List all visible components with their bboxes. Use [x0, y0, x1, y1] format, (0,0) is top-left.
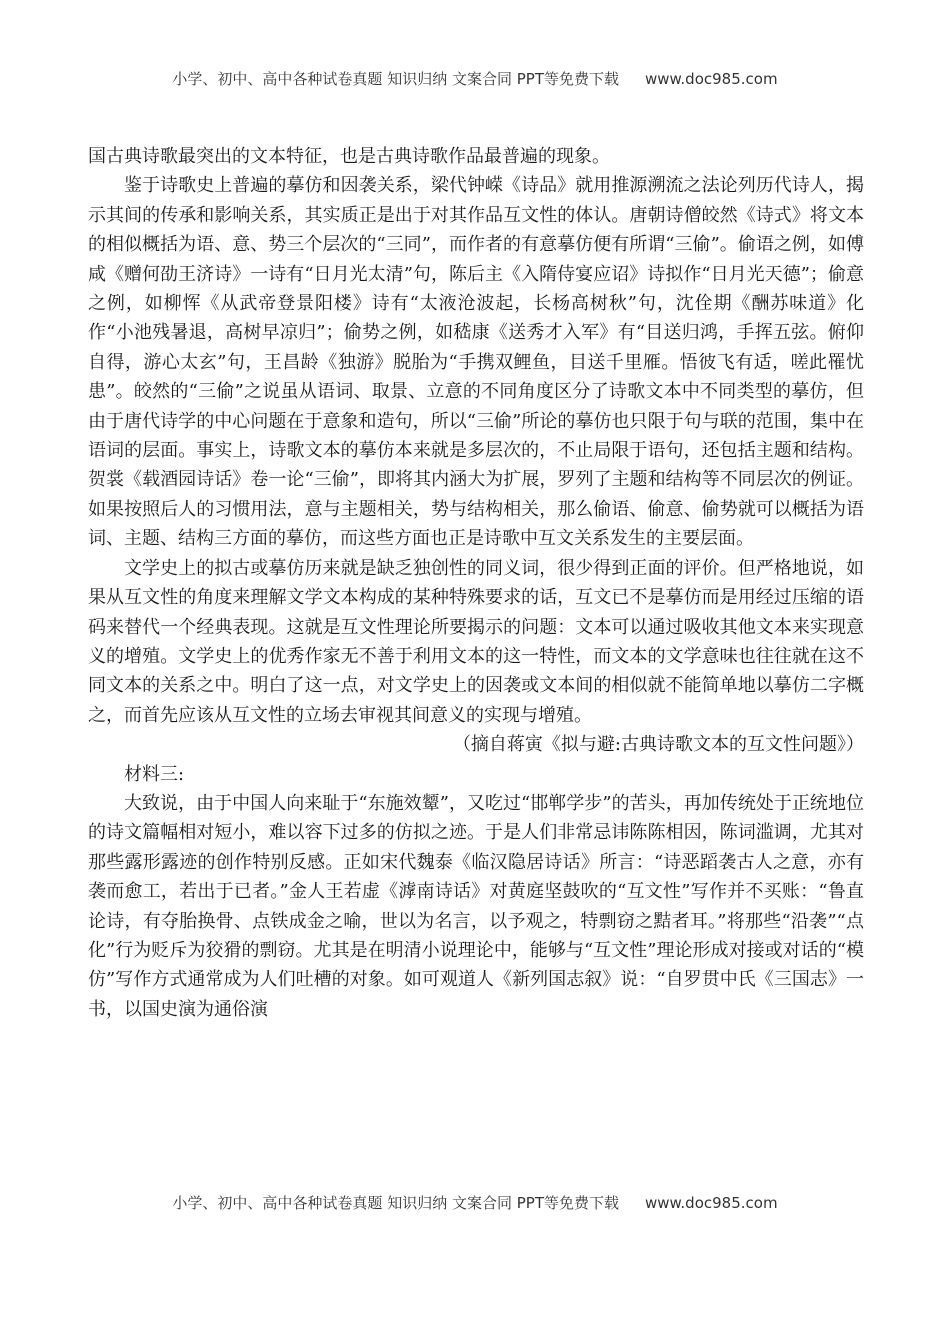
- paragraph-continuation: 国古典诗歌最突出的文本特征，也是古典诗歌作品最普遍的现象。: [88, 146, 610, 167]
- material-three-label: 材料三:: [124, 763, 185, 785]
- header-site-link[interactable]: www.doc985.com: [644, 70, 778, 88]
- paragraph-material-three: 大致说，由于中国人向来耻于“东施效颦”，又吃过“邯郸学步”的苦头，再加传统处于正统地位的诗文篇幅相对短小，难以容下过多的仿拟之迹。于是人们非常忌讳陈陈相因，陈词滥调，尤其对那些露形露迹的创作特别反感。正如宋代魏泰《临汉隐居诗话》所言：“诗恶蹈袭古人之意，亦有袭而愈工，若出于已者。”金人王若虚《滹南诗话》对黄庭坚鼓吹的“互文性”写作并不买账：“鲁直论诗，有夺胎换骨、点铁成金之喻，世以为名言，以予观之，特剽窃之黠者耳。”将那些“沿袭”“点化”行为贬斥为狡猾的剽窃。尤其是在明清小说理论中，能够与“互文性”理论形成对接或对话的“模仿”写作方式通常成为人们吐槽的对象。如可观道人《新列国志叙》说：“自罗贯中氏《三国志》一书，以国史演为通俗演: [88, 792, 864, 1020]
- document-body: [88, 142, 864, 1024]
- footer-site-link[interactable]: www.doc985.com: [644, 1194, 778, 1212]
- page-footer: [0, 1192, 950, 1213]
- paragraph-intertextuality: 文学史上的拟古或摹仿历来就是缺乏独创性的同义词，很少得到正面的评价。但严格地说，如果从互文性的角度来理解文学文本构成的某种特殊要求的话，互文已不是摹仿而是用经过压缩的语码来替代一个经典表现。这就是互文性理论所要揭示的问题：文本可以通过吸收其他文本来实现意义的增殖。文学史上的优秀作家无不善于利用文本的这一特性，而文本的文学意味也往往就在这不同文本的关系之中。明白了这一点，对文学史上的因袭或文本间的相似就不能简单地以摹仿二字概之，而首先应该从互文性的立场去审视其间意义的实现与增殖。: [88, 557, 864, 726]
- page-header: [0, 68, 950, 89]
- header-text: 小学、初中、高中各种试卷真题 知识归纳 文案合同 PPT等免费下载: [172, 70, 619, 88]
- footer-text: 小学、初中、高中各种试卷真题 知识归纳 文案合同 PPT等免费下载: [172, 1194, 619, 1212]
- source-citation: （摘自蒋寅《拟与避:古典诗歌文本的互文性问题》）: [452, 734, 864, 756]
- paragraph-imitation-history: 鉴于诗歌史上普遍的摹仿和因袭关系，梁代钟嵘《诗品》就用推源溯流之法论列历代诗人，揭示其间的传承和影响关系，其实质正是出于对其作品互文性的体认。唐朝诗僧皎然《诗式》将文本的相似概括为语、意、势三个层次的“三同”，而作者的有意摹仿便有所谓“三偷”。偷语之例，如傅咸《赠何劭王济诗》一诗有“日月光太清”句，陈后主《入隋侍宴应诏》诗拟作“日月光天德”；偷意之例，如柳恽《从武帝登景阳楼》诗有“太液沧波起，长杨高树秋”句，沈佺期《酬苏味道》化作“小池残暑退，高树早凉归”；偷势之例，如嵇康《送秀才入军》有“目送归鸿，手挥五弦。俯仰自得，游心太玄”句，王昌龄《独游》脱胎为“手携双鲤鱼，目送千里雁。悟彼飞有适，嗟此罹忧患”。皎然的“三偷”之说虽从语词、取景、立意的不同角度区分了诗歌文本中不同类型的摹仿，但由于唐代诗学的中心问题在于意象和造句，所以“三偷”所论的摹仿也只限于句与联的范围，集中在语词的层面。事实上，诗歌文本的摹仿本来就是多层次的，不止局限于语句，还包括主题和结构。贺裳《载酒园诗话》卷一论“三偷”，即将其内涵大为扩展，罗列了主题和结构等不同层次的例证。如果按照后人的习惯用法，意与主题相关，势与结构相关，那么偷语、偷意、偷势就可以概括为语词、主题、结构三方面的摹仿，而这些方面也正是诗歌中互文关系发生的主要层面。: [88, 175, 864, 550]
